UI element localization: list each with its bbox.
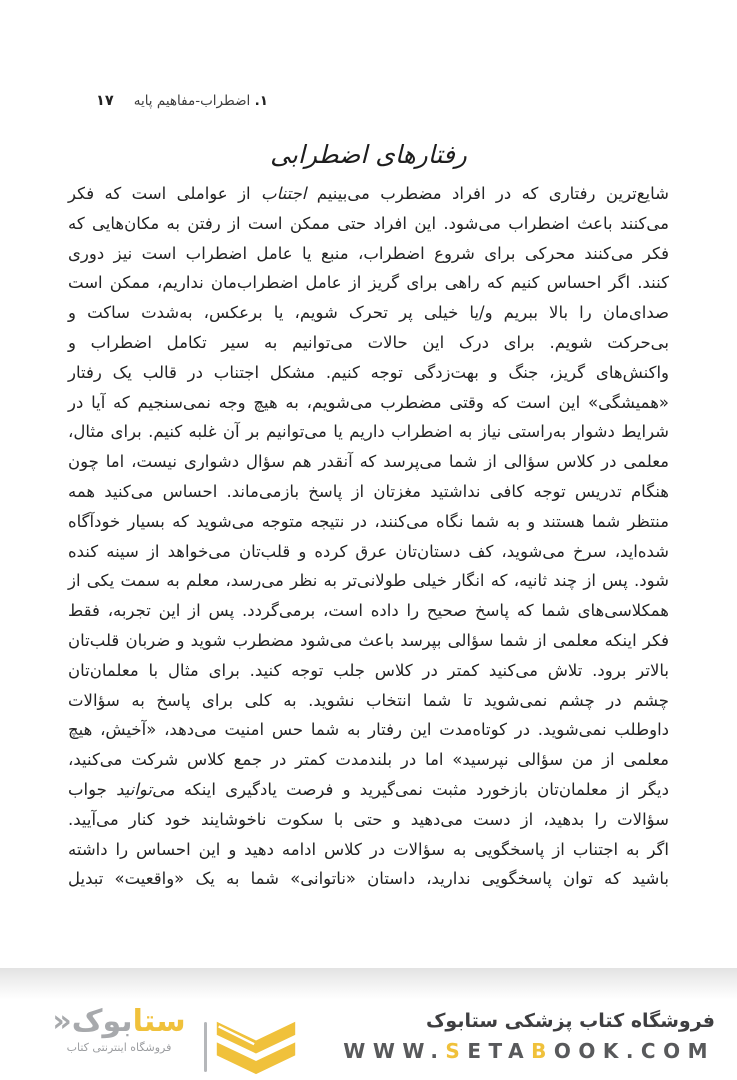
text-segment: هنگام تدریس توجه کافی نداشتید مغزتان از پاسخ بازمی‌ماند. احساس می‌کنید همه (68, 481, 669, 501)
section-heading: رفتارهای اضطرابی (270, 140, 467, 169)
store-url (343, 1038, 715, 1064)
text-segment: فکر می‌کنند محرکی برای شروع اضطراب، منبع یا عامل اضطراب است نیز دوری (68, 243, 669, 263)
store-block (343, 1008, 715, 1064)
text-segment: از عواملی است که فکر (68, 184, 262, 203)
chapter-title: اضطراب-مفاهیم پایه (133, 93, 251, 109)
text-segment: کنند. اگر احساس کنیم که راهی برای گریز از عامل اضطراب‌مان نداریم، ممکن است (68, 273, 669, 293)
text-segment: بالاتر برود. تلاش می‌کنید کمتر در کلاس جلب توجه کنید. برای مثال با معلمان‌تان (68, 660, 669, 680)
body-text-line (68, 537, 669, 567)
body-text-line (68, 298, 669, 328)
body-text-line (68, 209, 669, 239)
text-segment: همکلاسی‌های شما که پاسخ صحیح را داده است، برمی‌گردد. پس از این تجربه، فقط (68, 601, 669, 621)
text-segment: می‌توانید (116, 779, 175, 799)
body-text-line (68, 864, 669, 894)
text-segment: منتظر شما هستند و به شما نگاه می‌کنند، در نتیجه متوجه می‌شوید که بسیار خودآگاه (68, 511, 669, 531)
body-paragraph (68, 179, 669, 894)
text-segment: چشم در چشم نمی‌شوید تا شما انتخاب نشوید. به کلی برای پاسخ به سؤالات (68, 690, 669, 710)
text-segment: باشید که توان پاسخگویی ندارید، داستان «ناتوانی» شما به یک «واقعیت» تبدیل (68, 869, 669, 889)
body-text-line (68, 715, 669, 745)
body-text-line (68, 835, 669, 865)
text-segment: WWW. (343, 1039, 446, 1063)
text-segment: فکر اینکه معلمی از شما سؤالی بپرسد باعث می‌شود مضطرب شوید و ضربان قلب‌تان (68, 630, 669, 650)
text-segment: « (52, 1004, 72, 1039)
body-text-line (68, 417, 669, 447)
body-text-line (68, 328, 669, 358)
body-text-line (68, 596, 669, 626)
store-name: فروشگاه کتاب پزشکی ستابوک (425, 1010, 715, 1032)
text-segment: بی‌حرکت شویم. برای درک این حالات می‌توانیم به سیر تکامل اضطراب و (68, 332, 669, 352)
body-text-line (68, 566, 669, 596)
body-text-line (68, 745, 669, 775)
body-text-line (68, 239, 669, 269)
body-text-line (68, 507, 669, 537)
body-text-line (68, 656, 669, 686)
body-text-line (68, 388, 669, 418)
text-segment: واکنش‌های گریز، جنگ و بهت‌زدگی توجه کنیم. مشکل اجتناب در قالب یک رفتار (68, 362, 669, 382)
text-segment: «همیشگی» این است که وقتی مضطرب می‌شویم، به هیچ وجه نمی‌سنجیم که آیا در (68, 392, 669, 412)
text-segment: بوک (71, 1004, 133, 1039)
text-segment: می‌کنند باعث اضطراب می‌شود. این افراد حتی ممکن است از رفتن به مکان‌هایی که (68, 213, 669, 233)
text-segment: شرایط دشوار به‌راستی نیاز به اضطراب داریم یا می‌توانیم بر آن غلبه کنیم. برای مثال، (68, 422, 669, 442)
body-text-line (68, 268, 669, 298)
chapter-heading: ۱.​ اضطراب-مفاهیم پایه (133, 93, 268, 109)
text-segment: شود. پس از چند ثانیه، که انگار خیلی طولانی‌تر به نظر می‌رسد، معلم به سمت یکی از (68, 571, 669, 591)
text-segment: داوطلب نمی‌شوید. در کوتاه‌مدت این رفتار به شما حس امنیت می‌دهد، «آخیش، هیچ (68, 720, 669, 740)
text-segment: اجتناب (261, 184, 307, 203)
chapter-number: ۱. (254, 93, 268, 109)
text-segment: جواب (68, 779, 117, 799)
text-segment: معلمی در کلاس سؤالی از شما می‌پرسد که آنقدر هم سؤال دشواری نیست، اما چون (68, 452, 669, 472)
body-text-line (68, 805, 669, 835)
page-bottom-shadow (0, 968, 737, 999)
body-text-line (68, 477, 669, 507)
setabook-logo (36, 1004, 202, 1054)
body-text-line (68, 447, 669, 477)
text-segment: شایع‌ترین رفتاری که در افراد مضطرب می‌بینیم (306, 184, 670, 203)
body-text-line (68, 775, 669, 805)
text-segment: ستا (132, 1004, 186, 1039)
running-head (96, 92, 268, 110)
setabook-wordmark (36, 1004, 202, 1040)
text-segment: S (445, 1039, 468, 1063)
text-segment: ETA (467, 1039, 532, 1063)
text-segment: صدای‌مان را بالا ببریم و/یا خیلی پر تحرک شویم، یا برعکس، به‌شدت ساکت و (68, 303, 669, 323)
double-chevron-down-icon (214, 1018, 298, 1076)
setabook-tagline: فروشگاه اینترنتی کتاب (66, 1041, 172, 1054)
text-segment: OOK.COM (553, 1039, 715, 1063)
text-segment: سؤالات را بدهید، از دست می‌دهید و حتی با سکوت ناخوشایند خود کنار می‌آیید. (68, 809, 669, 829)
body-text-line (68, 686, 669, 716)
text-segment: دیگر از معلمان‌تان بازخورد مثبت نمی‌گیرید و فرصت یادگیری اینکه (174, 779, 669, 799)
body-text-line (68, 358, 669, 388)
text-segment: شده‌اید، سرخ می‌شوید، کف دستان‌تان عرق کرده و قلب‌تان می‌خواهد از سینه کنده (68, 541, 669, 561)
logo-divider (204, 1022, 207, 1072)
page-number: ۱۷ (96, 93, 114, 109)
text-segment: اگر به اجتناب از پاسخگویی به سؤالات در کلاس ادامه دهید و این احساس را داشته (68, 839, 669, 859)
body-text-line (68, 179, 669, 209)
text-segment: B (531, 1039, 554, 1063)
body-text-line (68, 626, 669, 656)
text-segment: معلمی از من سؤالی نپرسید» اما در بلندمدت کمتر در جمع کلاس شرکت می‌کنید، (68, 750, 669, 770)
